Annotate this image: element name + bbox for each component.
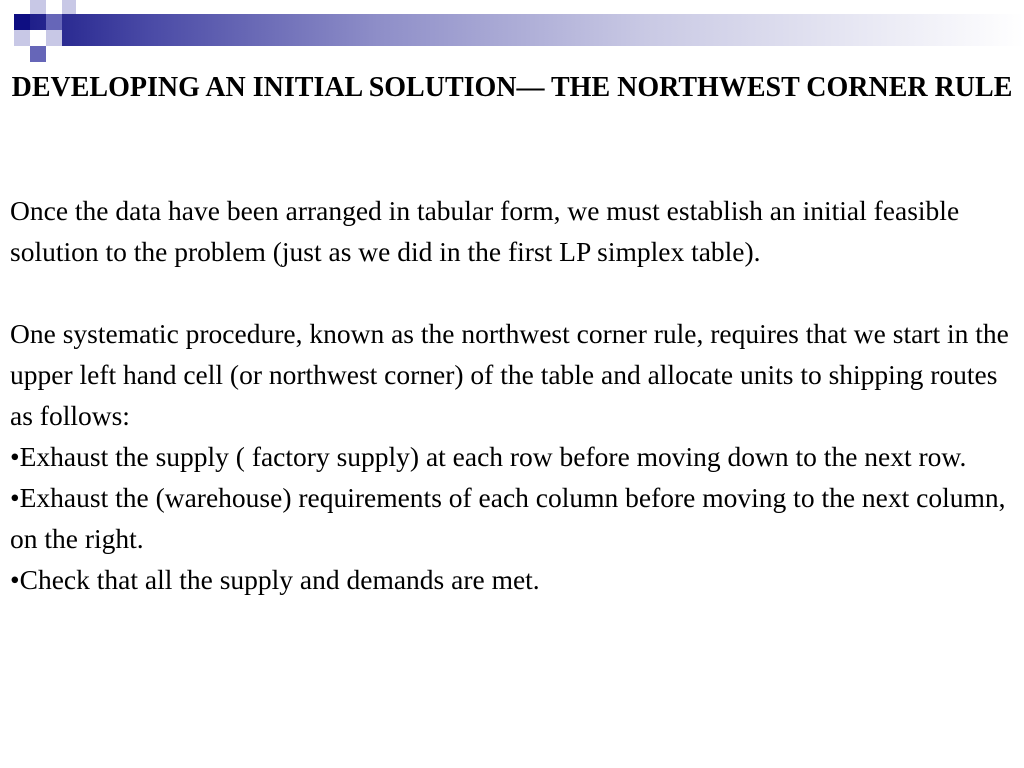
deco-square-icon	[30, 46, 46, 62]
header-decoration	[0, 0, 1024, 62]
deco-square-icon	[14, 30, 30, 46]
paragraph-intro: Once the data have been arranged in tabular form, we must establish an initial feasible solution to the problem (just as we did in the first LP simplex table).	[10, 195, 960, 267]
deco-square-icon	[30, 0, 46, 14]
paragraph-procedure: One systematic procedure, known as the northwest corner rule, requires that we start in the upper left hand cell (or northwest corner) of the table and allocate units to shipping routes as follows:	[10, 318, 1009, 431]
gradient-band	[30, 14, 1024, 46]
deco-square-icon	[30, 30, 46, 46]
bullet-item: •Check that all the supply and demands are met.	[10, 564, 540, 595]
deco-square-icon	[46, 30, 62, 46]
slide-body	[10, 190, 1020, 600]
deco-square-icon	[62, 0, 76, 14]
bullet-item: •Exhaust the (warehouse) requirements of each column before moving to the next column, on the right.	[10, 482, 1006, 554]
deco-square-icon	[14, 14, 30, 30]
paragraph-spacer	[10, 272, 1020, 313]
deco-square-icon	[46, 14, 62, 30]
slide-title: DEVELOPING AN INITIAL SOLUTION— THE NORTHWEST CORNER RULE	[11, 72, 1013, 103]
bullet-item: •Exhaust the supply ( factory supply) at each row before moving down to the next row.	[10, 441, 967, 472]
